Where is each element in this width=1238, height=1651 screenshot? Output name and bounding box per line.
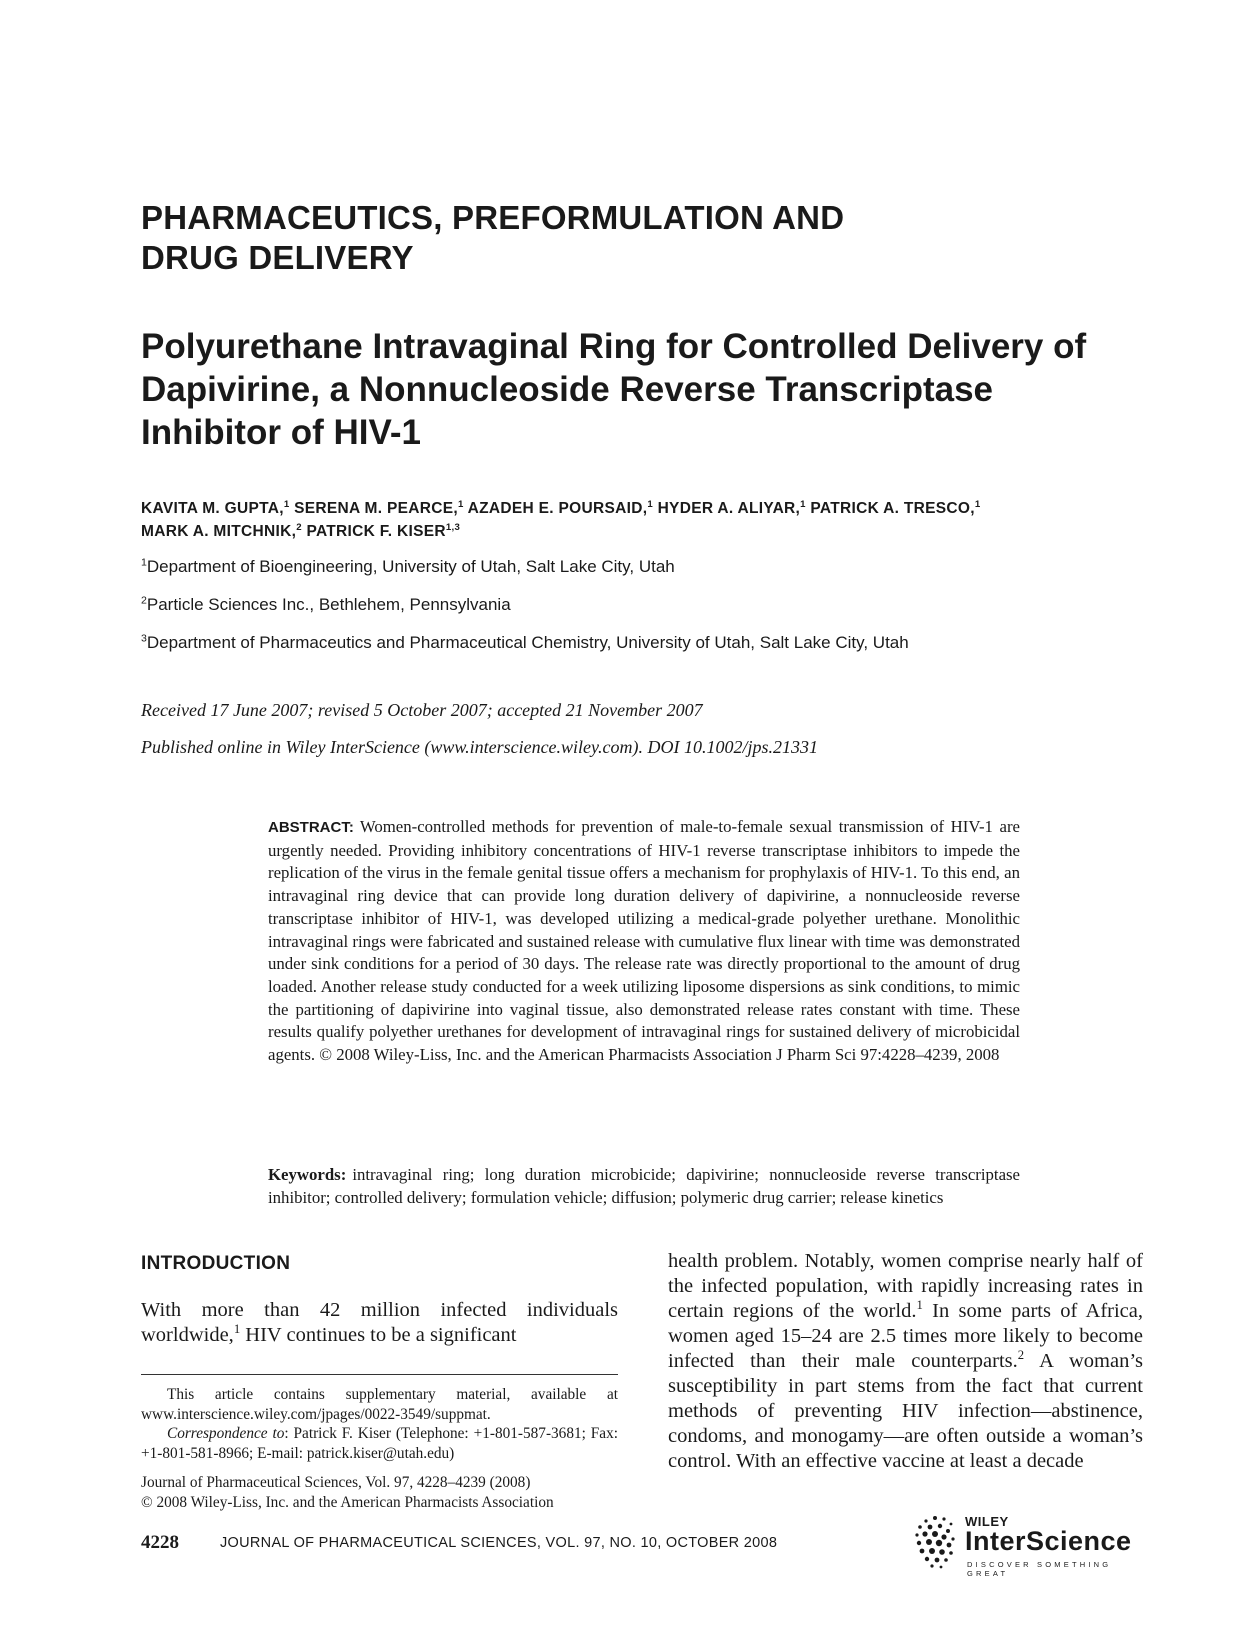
keywords-label: Keywords: <box>268 1165 347 1184</box>
affiliation-text: Department of Pharmaceutics and Pharmaceutical Chemistry, University of Utah, Salt Lake City, Utah <box>146 633 909 652</box>
keywords <box>268 1163 1020 1209</box>
affiliation-number: 3 <box>141 632 147 645</box>
author-list <box>141 497 1121 543</box>
wiley-interscience-logo <box>913 1512 1148 1578</box>
citation-ref: 1 <box>916 1298 923 1313</box>
affiliation-number: 2 <box>141 594 147 607</box>
affiliation-text: Particle Sciences Inc., Bethlehem, Pennsylvania <box>146 595 511 614</box>
introduction-heading: INTRODUCTION <box>141 1253 291 1274</box>
body-text: HIV continues to be a significant <box>240 1324 517 1346</box>
author-affiliation-ref: 1 <box>283 498 290 510</box>
author-name: SERENA M. PEARCE, <box>294 500 458 517</box>
copyright-note: © 2008 Wiley-Liss, Inc. and the American Pharmacists Association <box>141 1493 554 1511</box>
author-line <box>141 520 1121 543</box>
author-affiliation-ref: 1 <box>457 498 464 510</box>
affiliation-text: Department of Bioengineering, University of Utah, Salt Lake City, Utah <box>146 557 675 576</box>
introduction-text-right <box>668 1249 1143 1474</box>
correspondence-label: Correspondence to <box>167 1425 285 1442</box>
correspondence-text: : Patrick F. Kiser (Telephone: +1-801-587-3681; Fax: +1-801-581-8966; E-mail: patrick.kiser@utah.edu) <box>141 1425 618 1462</box>
abstract-text: Women-controlled methods for prevention of male-to-female sexual transmission of HIV-1 are urgently needed. Providing inhibitory concentrations of HIV-1 reverse transcriptase inhibitors to impede the replication of the virus in the female genital tissue offers a mechanism for prophylaxis of HIV-1. To this end, an intravaginal ring device that can provide long duration delivery of dapivirine, a nonnucleoside reverse transcriptase inhibitor of HIV-1, was developed utilizing a medical-grade polyether urethane. Monolithic intravaginal rings were fabricated and sustained release with cumulative flux linear with time was demonstrated under sink conditions for a period of 30 days. The release rate was directly proportional to the amount of drug loaded. Another release study conducted for a week utilizing liposome dispersions as sink conditions, to mimic the partitioning of dapivirine into vaginal tissue, also demonstrated release rates constant with time. These results qualify polyether urethanes for development of intravaginal rings for sustained delivery of microbicidal agents. © 2008 Wiley-Liss, Inc. and the American Pharmacists Association J Pharm Sci 97:4228–4239, 2008 <box>268 817 1020 1065</box>
affiliation <box>141 557 1121 577</box>
author-affiliation-ref: 1 <box>800 498 806 510</box>
supplementary-note: This article contains supplementary material, available at www.interscience.wiley.com/jpages/0022-3549/suppmat. <box>141 1386 618 1423</box>
author-name: PATRICK F. KISER <box>306 523 446 540</box>
author-affiliation-ref: 1 <box>974 498 981 510</box>
author-name: KAVITA M. GUPTA, <box>141 500 284 517</box>
section-heading <box>141 198 1041 278</box>
section-heading-line: PHARMACEUTICS, PREFORMULATION AND <box>141 199 845 236</box>
citation-ref: 2 <box>1017 1348 1025 1363</box>
affiliation <box>141 633 1121 653</box>
body-text: health problem. Notably, women comprise nearly half of the infected population, with rapidly increasing rates in certain regions of the world. <box>668 1250 1143 1322</box>
author-name: MARK A. MITCHNIK, <box>141 523 297 540</box>
author-affiliation-ref: 2 <box>296 521 302 533</box>
affiliation-number: 1 <box>141 556 147 569</box>
publication-info: Published online in Wiley InterScience (www.interscience.wiley.com). DOI 10.1002/jps.21331 <box>141 737 819 757</box>
title-line: Polyurethane Intravaginal Ring for Controlled Delivery of <box>141 327 1087 366</box>
author-name: HYDER A. ALIYAR, <box>657 500 801 517</box>
keywords-text: intravaginal ring; long duration microbicide; dapivirine; nonnucleoside reverse transcriptase inhibitor; controlled delivery; formulation vehicle; diffusion; polymeric drug carrier; release kinetics <box>268 1165 1020 1207</box>
author-line <box>141 497 1121 520</box>
author-name: AZADEH E. POURSAID, <box>467 500 648 517</box>
affiliation <box>141 595 1121 615</box>
section-heading-line: DRUG DELIVERY <box>141 239 414 276</box>
body-text: With more than 42 million infected individuals worldwide, <box>141 1299 618 1346</box>
globe-dots-icon <box>913 1512 961 1572</box>
author-affiliation-ref: 1,3 <box>445 521 461 533</box>
correspondence-note <box>141 1424 618 1463</box>
footnotes <box>141 1385 618 1512</box>
footnote-divider <box>141 1374 618 1375</box>
wiley-wordmark: WILEY <box>965 1514 1009 1529</box>
journal-citation: Journal of Pharmaceutical Sciences, Vol. 97, 4228–4239 (2008) <box>141 1474 531 1491</box>
article-title <box>141 325 1121 454</box>
introduction-text-left <box>141 1298 618 1348</box>
running-footer: JOURNAL OF PHARMACEUTICAL SCIENCES, VOL. 97, NO. 10, OCTOBER 2008 <box>220 1535 778 1551</box>
body-text: A woman’s susceptibility in part stems from the fact that current methods of preventing HIV infection—abstinence, condoms, and monogamy—are often outside a woman’s control. With an effective vaccine at least a decade <box>668 1350 1143 1472</box>
citation-ref: 1 <box>233 1322 241 1337</box>
logo-tagline: DISCOVER SOMETHING GREAT <box>967 1560 1112 1578</box>
abstract <box>268 816 1020 1067</box>
author-name: PATRICK A. TRESCO, <box>810 500 975 517</box>
body-text: In some parts of Africa, women aged 15–24 are 2.5 times more likely to become infected than their male counterparts. <box>668 1300 1144 1372</box>
abstract-label: ABSTRACT: <box>268 819 354 836</box>
page-number: 4228 <box>141 1532 179 1553</box>
author-affiliation-ref: 1 <box>647 498 653 510</box>
title-line: Inhibitor of HIV-1 <box>141 413 421 452</box>
interscience-wordmark: InterScience <box>965 1526 1132 1556</box>
title-line: Dapivirine, a Nonnucleoside Reverse Transcriptase <box>141 370 994 409</box>
received-dates: Received 17 June 2007; revised 5 October 2007; accepted 21 November 2007 <box>141 700 703 720</box>
